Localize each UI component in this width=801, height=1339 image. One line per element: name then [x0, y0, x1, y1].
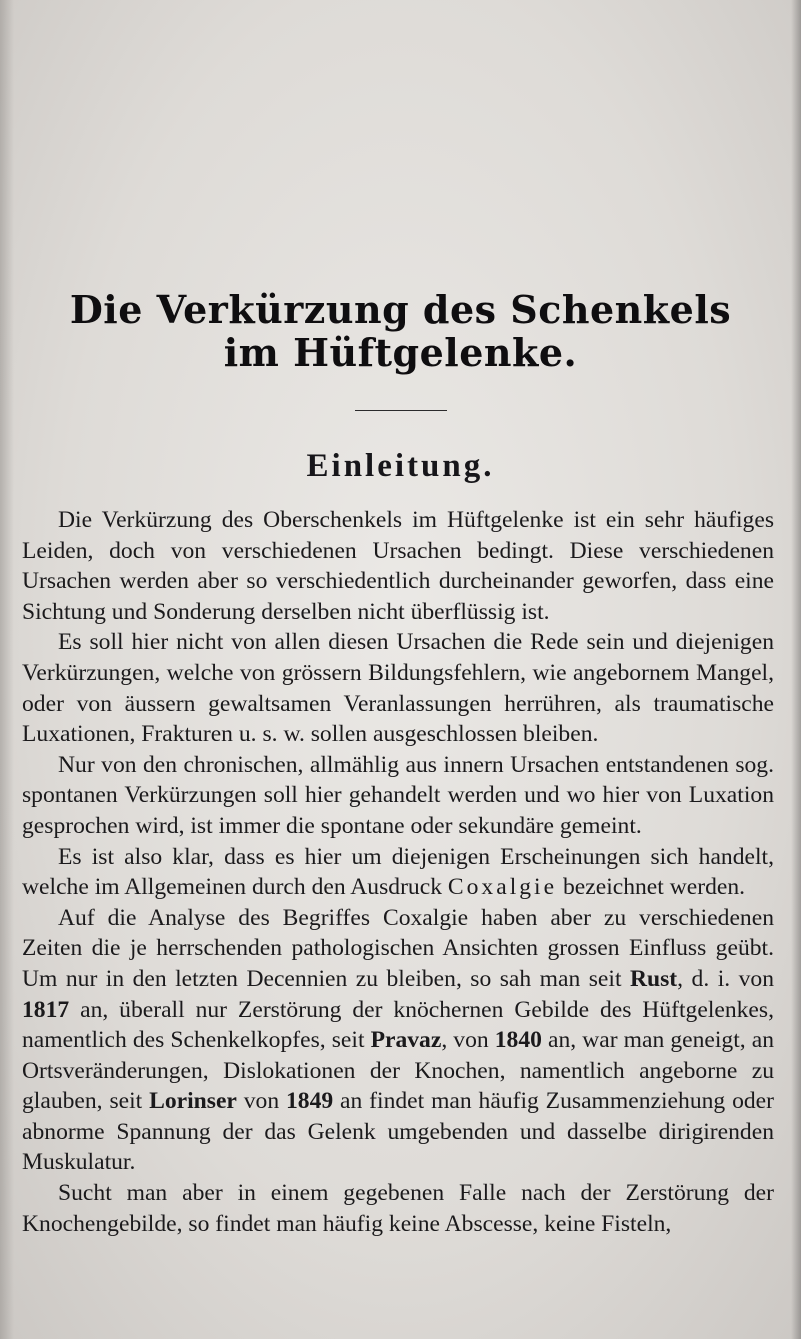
- paragraph-4-text-a: Es ist also klar, dass es hier um diejenigen Erscheinungen sich handelt, welche im Allgemeinen durch den Ausdruck: [22, 843, 774, 901]
- chapter-title-line-1: Die Verkürzung des Schenkels: [69, 287, 732, 332]
- author-name-pravaz: Pravaz: [370, 1027, 442, 1054]
- paragraph-3: Nur von den chronischen, allmählig aus innern Ursachen entstandenen sog. spontanen Verkürzungen soll hier gehandelt werden und wo hier von Luxation gesprochen wird, ist immer die spontane oder sekundäre gemeint.: [22, 751, 774, 839]
- paragraph-6: Sucht man aber in einem gegebenen Falle nach der Zerstörung der Knochengebilde, so findet man häufig keine Abscesse, keine Fisteln,: [22, 1180, 774, 1237]
- paragraph-5-text-1: Auf die Analyse des Begriffes Coxalgie haben aber zu verschiedenen Zeiten die je herrschenden pathologischen Ansichten grossen Einfluss geübt. Um nur in den letzten Decennien zu bleiben, so sah man seit: [22, 904, 774, 992]
- paragraph-4: [22, 842, 774, 903]
- chapter-title-line-2: im Hüftgelenke.: [223, 330, 578, 375]
- paragraph-5: [22, 903, 774, 1178]
- year-1817: 1817: [22, 996, 70, 1023]
- year-1840: 1840: [494, 1027, 542, 1054]
- author-name-rust: Rust: [629, 965, 678, 992]
- emphasized-term: Coxalgie: [447, 874, 558, 901]
- title-divider: [355, 410, 447, 411]
- paragraph-5-text-5: an, war man geneigt, an Ortsveränderungen, Dislokationen der Knochen, namentlich angeborne zu glauben, seit: [22, 1027, 775, 1115]
- paragraph-5-text-4: , von: [441, 1027, 495, 1054]
- section-heading: Einleitung.: [306, 448, 495, 484]
- paragraph-2: Es soll hier nicht von allen diesen Ursachen die Rede sein und diejenigen Verkürzungen, welche von grössern Bildungsfehlern, wie angebornem Mangel, oder von äussern gewaltsamen Veranlassungen herrühren, als traumatische Luxationen, Frakturen u. s. w. sollen ausgeschlossen bleiben.: [22, 629, 774, 748]
- paragraph-1: Die Verkürzung des Oberschenkels im Hüftgelenke ist ein sehr häufiges Leiden, doch von verschiedenen Ursachen bedingt. Diese verschiedenen Ursachen werden aber so verschiedentlich durcheinander geworfen, dass eine Sichtung und Sonderung derselben nicht überflüssig ist.: [22, 507, 774, 625]
- year-1849: 1849: [286, 1088, 334, 1115]
- paragraph-4-text-b: bezeichnet werden.: [557, 874, 746, 901]
- paragraph-5-text-3: an, überall nur Zerstörung der knöchernen Gebilde des Hüftgelenkes, namentlich des Schenkelkopfes, seit: [22, 996, 774, 1054]
- author-name-lorinser: Lorinser: [149, 1088, 237, 1115]
- paragraph-5-text-2: , d. i. von: [677, 965, 774, 992]
- body-text: [22, 505, 774, 1239]
- paragraph-5-text-6: von: [236, 1088, 286, 1115]
- page-edge-shadow-right: [791, 0, 801, 1339]
- page-edge-shadow-left: [0, 0, 14, 1339]
- paragraph-5-text-7: an findet man häufig Zusammenziehung oder abnorme Spannung der das Gelenk umgebenden und dasselbe dirigirenden Muskulatur.: [22, 1088, 774, 1176]
